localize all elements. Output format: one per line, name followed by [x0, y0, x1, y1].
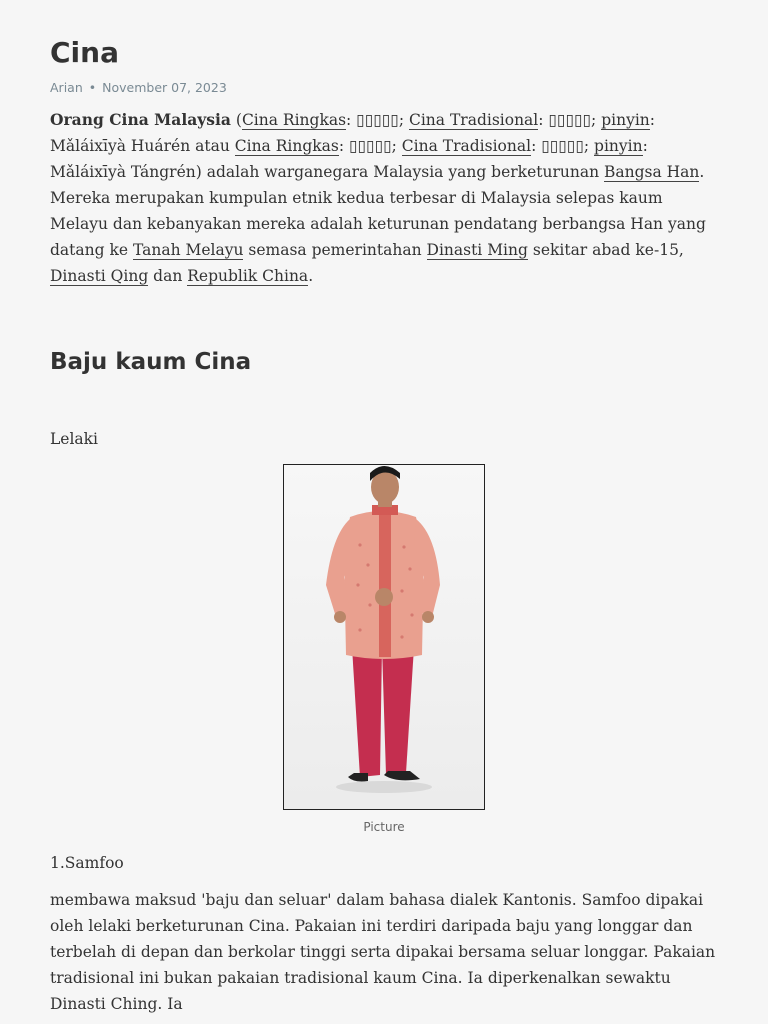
wiki-link[interactable]: Bangsa Han	[603, 163, 700, 181]
wiki-link[interactable]: Republik China	[187, 267, 309, 285]
intro-bold-term: Orang Cina Malaysia	[50, 110, 231, 129]
intro-text: : Mǎláixīyà Huárén atau	[50, 111, 655, 155]
wiki-link[interactable]: Cina Ringkas	[234, 137, 339, 155]
wiki-link[interactable]: pinyin	[594, 137, 643, 155]
intro-text: : Mǎláixīyà Tángrén) adalah warganegara Malaysia yang berketurunan	[50, 137, 648, 181]
meta-separator: •	[88, 80, 97, 95]
image-caption: Picture	[363, 820, 405, 834]
article-meta	[50, 80, 227, 96]
wiki-link[interactable]: pinyin	[601, 111, 650, 129]
wiki-link[interactable]: Dinasti Ming	[426, 241, 528, 259]
intro-text: : ▯▯▯▯▯;	[538, 111, 602, 129]
intro-text: (	[230, 111, 242, 129]
intro-text: sekitar abad ke-15,	[527, 241, 684, 259]
intro-text: : ▯▯▯▯▯;	[338, 137, 402, 155]
wiki-link[interactable]: Cina Tradisional	[401, 137, 532, 155]
intro-text: .	[308, 267, 314, 285]
samfoo-photo[interactable]	[283, 464, 485, 810]
publish-date: November 07, 2023	[102, 80, 227, 95]
article-title: Cina	[50, 36, 119, 69]
intro-text: dan	[148, 267, 188, 285]
intro-text: : ▯▯▯▯▯;	[531, 137, 595, 155]
intro-text: . Mereka merupakan kumpulan etnik kedua terbesar di Malaysia selepas kaum Melayu dan kebanyakan mereka adalah keturunan pendatang berbangsa Han yang datang ke	[50, 163, 706, 259]
samfoo-description: membawa maksud 'baju dan seluar' dalam bahasa dialek Kantonis. Samfoo dipakai oleh lelaki berketurunan Cina. Pakaian ini terdiri daripada baju yang longgar dan terbelah di depan dan berkolar tinggi serta dipakai bersama seluar longgar. Pakaian tradisional ini bukan pakaian tradisional kaum Cina. Ia diperkenalkan sewaktu Dinasti Ching. Ia	[50, 891, 716, 1013]
intro-text: : ▯▯▯▯▯;	[346, 111, 409, 129]
man-in-samfoo-illustration	[284, 465, 484, 809]
intro-paragraph	[50, 107, 720, 289]
section-heading: Baju kaum Cina	[50, 349, 252, 375]
wiki-link[interactable]: Tanah Melayu	[132, 241, 244, 259]
wiki-link[interactable]: Cina Ringkas	[241, 111, 347, 129]
wiki-link[interactable]: Cina Tradisional	[408, 111, 539, 129]
wiki-link[interactable]: Dinasti Qing	[50, 267, 149, 285]
author-name[interactable]: Arian	[50, 80, 83, 95]
subheading-lelaki: Lelaki	[50, 430, 99, 448]
item-title-samfoo: 1.Samfoo	[50, 854, 124, 872]
intro-text: semasa pemerintahan	[243, 241, 427, 259]
